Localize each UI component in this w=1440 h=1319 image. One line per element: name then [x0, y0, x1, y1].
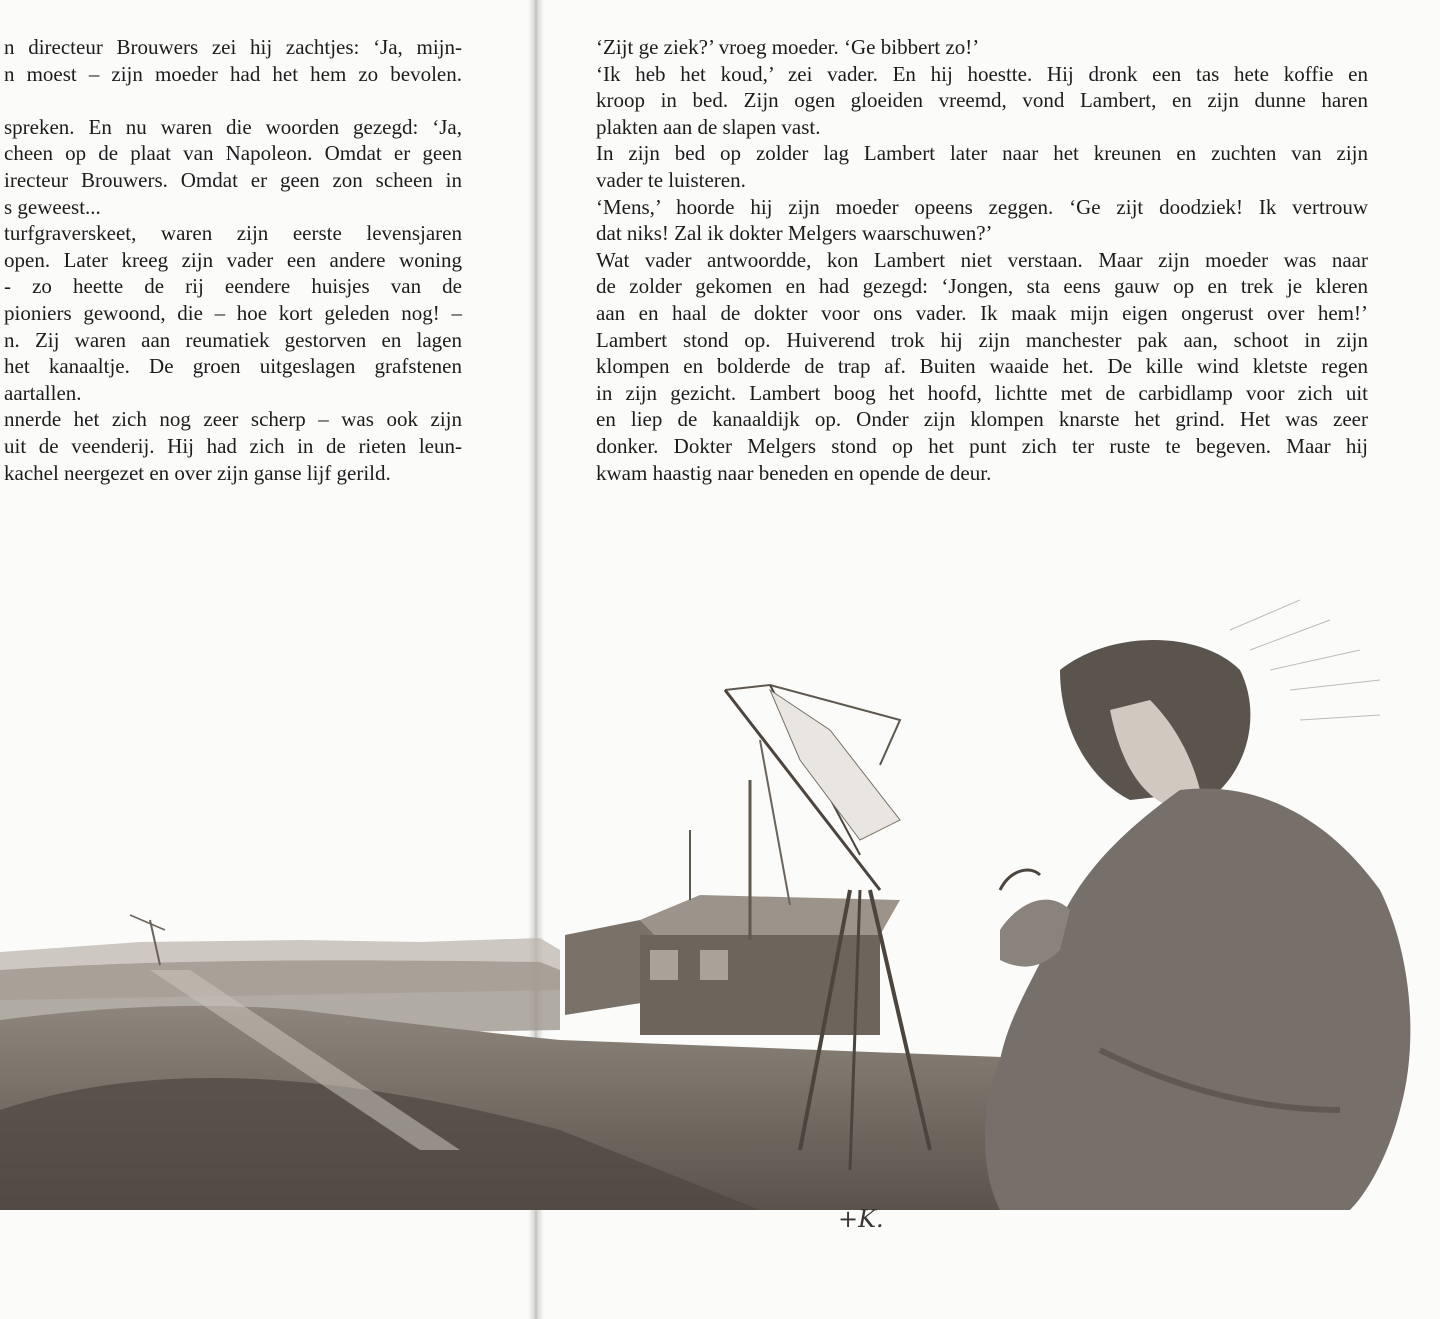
text-line: n. Zij waren aan reumatiek gestorven en lagen — [4, 327, 462, 352]
text-line: n moest – zijn moeder had het hem zo bevolen. — [4, 61, 462, 86]
left-page-text — [4, 34, 462, 486]
text-line: donker. Dokter Melgers stond op het punt zich ter ruste te begeven. Maar hij — [596, 433, 1368, 458]
text-line: vader te luisteren. — [596, 167, 746, 192]
text-line: uit de veenderij. Hij had zich in de rieten leun- — [4, 433, 462, 458]
text-line: en liep de kanaaldijk op. Onder zijn klompen knarste het grind. Het was zeer — [596, 407, 1368, 432]
text-line: dat niks! Zal ik dokter Melgers waarschuwen?’ — [596, 221, 993, 246]
text-line: Wat vader antwoordde, kon Lambert niet verstaan. Maar zijn moeder was naar — [596, 247, 1368, 272]
text-line: s geweest... — [4, 194, 101, 219]
text-line: ‘Zijt ge ziek?’ vroeg moeder. ‘Ge bibbert zo!’ — [596, 35, 980, 59]
text-line: open. Later kreeg zijn vader een andere woning — [4, 247, 462, 272]
right-page-text — [596, 34, 1368, 486]
text-line: in zijn gezicht. Lambert boog het hoofd, lichtte met de carbidlamp voor zich uit — [596, 380, 1368, 405]
text-line: ‘Ik heb het koud,’ zei vader. En hij hoestte. Hij dronk een tas hete koffie en — [596, 61, 1368, 86]
text-line: pioniers gewoond, die – hoe kort geleden nog! – — [4, 300, 462, 325]
paragraph-gap — [4, 87, 462, 114]
sketch-hatching — [1230, 600, 1380, 720]
text-line: de zolder gekomen en had gezegd: ‘Jongen, sta eens gauw op en trek je kleren — [596, 274, 1368, 299]
text-line: turfgraverskeet, waren zijn eerste levensjaren — [4, 221, 462, 246]
horizon-landscape — [0, 915, 1080, 1210]
text-line: ‘Mens,’ hoorde hij zijn moeder opeens zeggen. ‘Ge zijt doodziek! Ik vertrouw — [596, 194, 1368, 219]
text-line: kroop in bed. Zijn ogen gloeiden vreemd, vond Lambert, en zijn dunne haren — [596, 88, 1368, 113]
text-line: - zo heette de rij eendere huisjes van de — [4, 274, 462, 299]
text-line: plakten aan de slapen vast. — [596, 114, 821, 139]
text-line: cheen op de plaat van Napoleon. Omdat er geen — [4, 141, 462, 166]
text-line: irecteur Brouwers. Omdat er geen zon scheen in — [4, 167, 462, 192]
text-line: In zijn bed op zolder lag Lambert later naar het kreunen en zuchten van zijn — [596, 141, 1368, 166]
text-line: aartallen. — [4, 380, 82, 405]
text-line: spreken. En nu waren die woorden gezegd: ‘Ja, — [4, 114, 462, 139]
text-line: kwam haastig naar beneden en opende de deur. — [596, 460, 992, 485]
painter-figure — [985, 640, 1410, 1210]
text-line: kachel neergezet en over zijn ganse lijf gerild. — [4, 460, 391, 485]
text-line: nnerde het zich nog zeer scherp – was ook zijn — [4, 407, 462, 432]
text-line: Lambert stond op. Huiverend trok hij zijn manchester pak aan, schoot in zijn — [596, 327, 1368, 352]
text-line: n directeur Brouwers zei hij zachtjes: ‘Ja, mijn- — [4, 35, 462, 59]
sketch-illustration — [0, 590, 1440, 1319]
text-line: het kanaaltje. De groen uitgeslagen grafstenen — [4, 354, 462, 379]
text-line: klompen en bolderde de trap af. Buiten waaide het. De kille wind kletste regen — [596, 354, 1368, 379]
text-line: aan en haal de dokter voor ons vader. Ik maak mijn eigen ongerust over hem!’ — [596, 300, 1368, 325]
illustrator-signature: +K. — [838, 1205, 884, 1233]
